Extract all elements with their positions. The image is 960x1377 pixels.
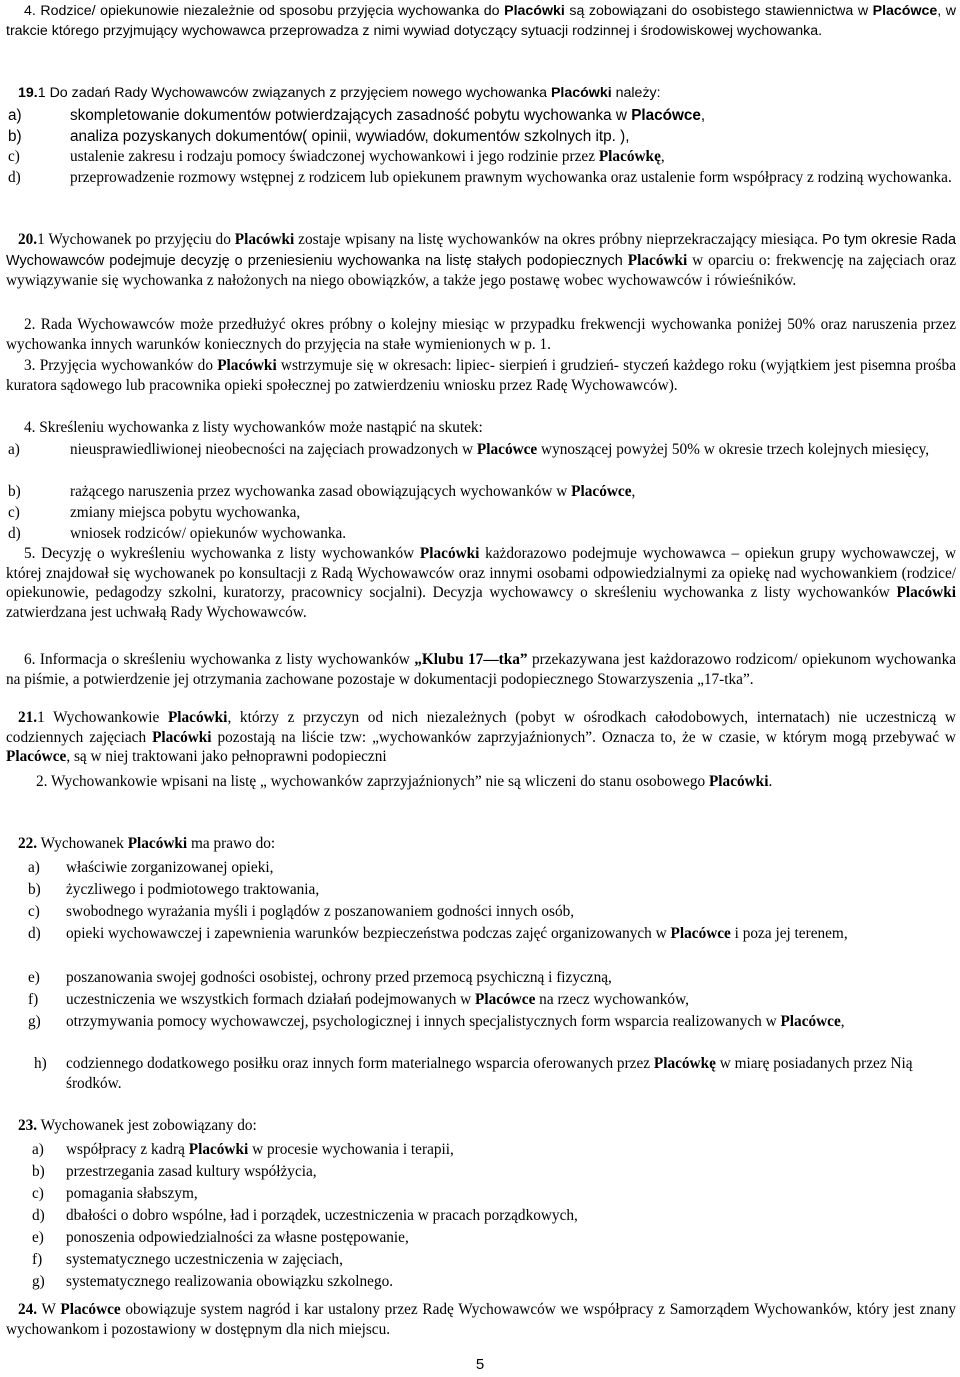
section-20-p1: 20.1 Wychowanek po przyjęciu do Placówki zostaje wpisany na listę wychowanków na okres próbny nieprzekraczający miesiąca. Po tym okresie Rada Wychowawców podejmuje decyzję o przeniesieniu wychowanka na listę stałych podopiecznych Placówki w oparciu o: frekwencję na zajęciach oraz wywiązywanie się wychowanka z nałożonych na niego obowiązków, a także jego postawę wobec wychowawców i rówieśników.	[6, 231, 956, 290]
section-20-p3: 3. Przyjęcia wychowanków do Placówki wstrzymuje się w okresach: lipiec- sierpień i grudzień- styczeń każdego roku (wyjątkiem jest pisemna prośba kuratora sądowego lub pracownika opieki społecznej po zatwierdzeniu wniosku przez Radę Wychowawców).	[6, 357, 956, 394]
list-item: b) przestrzegania zasad kultury współżycia,	[32, 1163, 317, 1180]
list-item: h) codziennego dodatkowego posiłku oraz innych form materialnego wsparcia oferowanych przez Placówkę w miarę posiadanych przez Nią środków.	[34, 1055, 913, 1092]
list-item: c) swobodnego wyrażania myśli i poglądów z poszanowaniem godności innych osób,	[28, 903, 575, 920]
list-item: a) nieusprawiedliwionej nieobecności na zajęciach prowadzonych w Placówce wynoszącej powyżej 50% w okresie trzech kolejnych miesięcy,	[8, 441, 930, 458]
section-20-p6: 6. Informacja o skreśleniu wychowanka z listy wychowanków „Klubu 17—tka” przekazywana jest każdorazowo rodzicom/ opiekunom wychowanka na piśmie, a potwierdzenie jej otrzymania zachowane pozostaje w dokumentacji podopiecznego Stowarzyszenia „17-tka”.	[6, 651, 957, 688]
section-22-intro: 22. Wychowanek Placówki ma prawo do:	[18, 835, 276, 852]
list-item: f) uczestniczenia we wszystkich formach działań podejmowanych w Placówce na rzecz wychowanków,	[28, 991, 689, 1008]
list-item: b) analiza pozyskanych dokumentów( opinii, wywiadów, dokumentów szkolnych itp. ),	[8, 128, 630, 145]
section-20-p4: 4. Skreśleniu wychowanka z listy wychowanków może nastąpić na skutek:	[24, 419, 483, 436]
list-item: b) rażącego naruszenia przez wychowanka zasad obowiązujących wychowanków w Placówce,	[8, 483, 636, 500]
section-20-p2: 2. Rada Wychowawców może przedłużyć okres próbny o kolejny miesiąc w przypadku frekwencji wychowanka poniżej 50% oraz naruszenia przez wychowanka innych warunków koniecznych do przyjęcia na stałe wymienionych w p. 1.	[6, 316, 956, 353]
list-item: a) właściwie zorganizowanej opieki,	[28, 859, 274, 876]
list-item: c) pomagania słabszym,	[32, 1185, 198, 1202]
paragraph-4: 4. Rodzice/ opiekunowie niezależnie od sposobu przyjęcia wychowanka do Placówki są zobowiązani do osobistego stawiennictwa w Placówce, w trakcie którego przyjmujący wychowawca przeprowadza z nimi wywiad dotyczący sytuacji rodzinnej i środowiskowej wychowanka.	[6, 3, 957, 39]
section-number: 22.	[18, 835, 38, 852]
list-item: c) zmiany miejsca pobytu wychowanka,	[8, 504, 301, 521]
list-item: d) przeprowadzenie rozmowy wstępnej z rodzicem lub opiekunem prawnym wychowanka oraz ustalenie form współpracy z rodziną wychowanka.	[8, 169, 952, 186]
section-number: 19.	[18, 85, 38, 101]
list-item: a) współpracy z kadrą Placówki w procesie wychowania i terapii,	[32, 1141, 454, 1158]
section-19-intro: 19.1 Do zadań Rady Wychowawców związanych z przyjęciem nowego wychowanka Placówki należy:	[18, 85, 661, 101]
section-number: 20.	[18, 231, 38, 248]
list-item: g) systematycznego realizowania obowiązku szkolnego.	[32, 1273, 394, 1290]
section-number: 23.	[18, 1117, 38, 1134]
section-24: 24. W Placówce obowiązuje system nagród i kar ustalony przez Radę Wychowawców we współpracy z Samorządem Wychowanków, który jest znany wychowankom i pozostawiony w dostępnym dla nich miejscu.	[6, 1301, 956, 1338]
list-item: f) systematycznego uczestniczenia w zajęciach,	[32, 1251, 343, 1268]
list-item: a) skompletowanie dokumentów potwierdzających zasadność pobytu wychowanka w Placówce,	[8, 107, 706, 124]
list-item: d) opieki wychowawczej i zapewnienia warunków bezpieczeństwa podczas zajęć organizowanych w Placówce i poza jej terenem,	[28, 925, 848, 942]
paragraph-number: 4.	[24, 3, 36, 19]
list-item: d) wniosek rodziców/ opiekunów wychowanka.	[8, 525, 347, 542]
list-item: d) dbałości o dobro wspólne, ład i porządek, uczestniczenia w pracach porządkowych,	[32, 1207, 578, 1224]
list-item: e) poszanowania swojej godności osobistej, ochrony przed przemocą psychiczną i fizyczną,	[28, 969, 612, 986]
page-number: 5	[475, 1356, 485, 1373]
section-21-p1: 21.1 Wychowankowie Placówki, którzy z przyczyn od nich niezależnych (pobyt w ośrodkach całodobowych, internatach) nie uczestniczą w codziennych zajęciach Placówki pozostają na liście tzw: „wychowanków zaprzyjaźnionych”. Oznacza to, że w czasie, w którym mogą przebywać w Placówce, są w niej traktowani jako pełnoprawni podopieczni	[6, 709, 956, 766]
list-item: c) ustalenie zakresu i rodzaju pomocy świadczonej wychowankowi i jego rodzinie przez Placówkę,	[8, 148, 665, 165]
section-20-p5: 5. Decyzję o wykreśleniu wychowanka z listy wychowanków Placówki każdorazowo podejmuje wychowawca – opiekun grupy wychowawczej, w której znajdował się wychowanek po konsultacji z Radą Wychowawców oraz innymi osobami odpowiedzialnymi za opiekę nad wychowankiem (rodzice/ opiekunowie, pedagodzy szkolni, kuratorzy, pracownicy socjalni). Decyzja wychowawcy o skreśleniu wychowanka z listy wychowanków Placówki zatwierdzana jest uchwałą Rady Wychowawców.	[6, 545, 956, 621]
list-item: e) ponoszenia odpowiedzialności za własne postępowanie,	[32, 1229, 409, 1246]
list-item: g) otrzymywania pomocy wychowawczej, psychologicznej i innych specjalistycznych form wsparcia realizowanych w Placówce,	[28, 1013, 845, 1030]
list-item: b) życzliwego i podmiotowego traktowania,	[28, 881, 320, 898]
section-23-intro: 23. Wychowanek jest zobowiązany do:	[18, 1117, 257, 1134]
section-number: 24.	[18, 1301, 38, 1318]
section-number: 21.	[18, 709, 38, 726]
section-21-p2: 2. Wychowankowie wpisani na listę „ wychowanków zaprzyjaźnionych” nie są wliczeni do stanu osobowego Placówki.	[36, 773, 773, 790]
